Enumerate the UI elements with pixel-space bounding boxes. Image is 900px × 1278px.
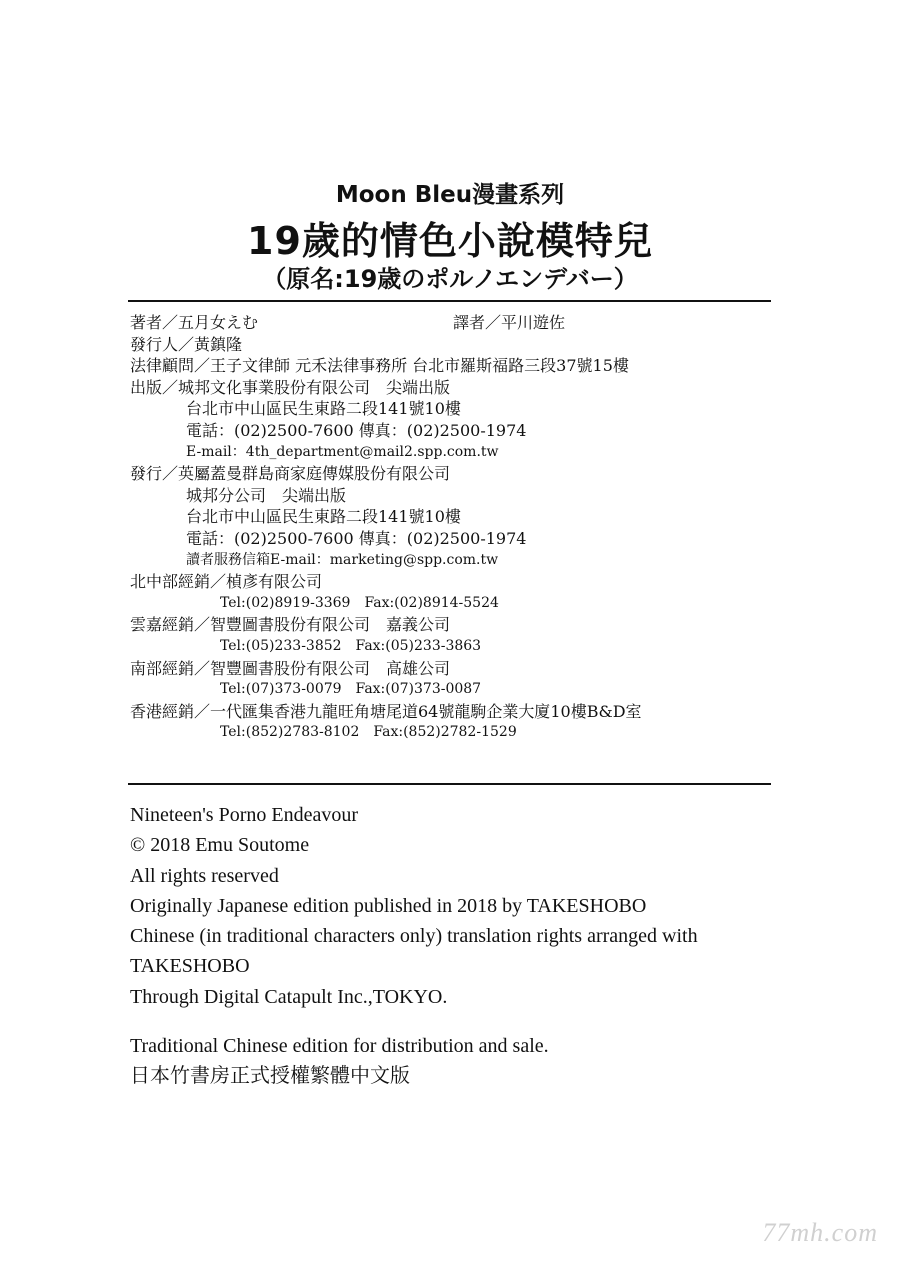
north-distributor: 北中部經銷／楨彥有限公司 bbox=[130, 572, 323, 592]
author-line bbox=[130, 312, 770, 334]
yunjia-distributor: 雲嘉經銷／智豐圖書股份有限公司 嘉義公司 bbox=[130, 615, 451, 635]
top-divider bbox=[128, 300, 771, 302]
distribution-email: 讀者服務信箱E-mail：marketing@spp.com.tw bbox=[186, 551, 499, 568]
edition-line: Traditional Chinese edition for distribution and sale. bbox=[130, 1035, 549, 1058]
publishing-email: E-mail：4th_department@mail2.spp.com.tw bbox=[186, 443, 499, 460]
publishing-company: 出版／城邦文化事業股份有限公司 尖端出版 bbox=[130, 377, 451, 397]
south-distributor: 南部經銷／智豐圖書股份有限公司 高雄公司 bbox=[130, 658, 451, 678]
original-title: （原名:19歳のポルノエンデバー） bbox=[262, 265, 638, 293]
north-contact: Tel:(02)8919-3369 Fax:(02)8914-5524 bbox=[220, 594, 499, 611]
bottom-divider bbox=[128, 783, 771, 785]
distribution-address: 台北市中山區民生東路二段141號10樓 bbox=[186, 507, 461, 527]
colophon-line: TAKESHOBO bbox=[130, 955, 250, 978]
south-contact: Tel:(07)373-0079 Fax:(07)373-0087 bbox=[220, 681, 482, 698]
publisher-person: 發行人／黃鎮隆 bbox=[130, 334, 243, 354]
yunjia-contact: Tel:(05)233-3852 Fax:(05)233-3863 bbox=[220, 637, 482, 654]
translator: 譯者／平川遊佐 bbox=[453, 313, 566, 332]
spacer bbox=[130, 1012, 698, 1031]
colophon-line: All rights reserved bbox=[130, 864, 279, 887]
publishing-phone: 電話：(02)2500-7600 傳真：(02)2500-1974 bbox=[186, 420, 527, 440]
colophon bbox=[130, 800, 698, 1092]
distribution-phone: 電話：(02)2500-7600 傳真：(02)2500-1974 bbox=[186, 528, 527, 548]
publishing-address: 台北市中山區民生東路二段141號10樓 bbox=[186, 399, 461, 419]
hk-distributor: 香港經銷／一代匯集香港九龍旺角塘尾道64號龍駒企業大廈10樓B&D室 bbox=[130, 701, 642, 721]
series-name: Moon Bleu漫畫系列 bbox=[335, 182, 565, 208]
colophon-line: Nineteen's Porno Endeavour bbox=[130, 804, 358, 826]
colophon-line: Through Digital Catapult Inc.,TOKYO. bbox=[130, 985, 448, 1008]
colophon-line: Originally Japanese edition published in 2018 by TAKESHOBO bbox=[130, 894, 647, 917]
distribution-company: 發行／英屬蓋曼群島商家庭傳媒股份有限公司 bbox=[130, 464, 451, 484]
author: 著者／五月女えむ bbox=[130, 313, 259, 332]
book-title: 19歲的情色小說模特兒 bbox=[247, 219, 653, 263]
edition-line: 日本竹書房正式授權繁體中文版 bbox=[130, 1065, 410, 1088]
colophon-line: © 2018 Emu Soutome bbox=[130, 834, 310, 857]
colophon-line: Chinese (in traditional characters only) translation rights arranged with bbox=[130, 925, 698, 948]
distribution-branch: 城邦分公司 尖端出版 bbox=[186, 485, 347, 505]
hk-contact: Tel:(852)2783-8102 Fax:(852)2782-1529 bbox=[220, 724, 517, 741]
site-watermark: 77mh.com bbox=[762, 1218, 878, 1247]
credits-block bbox=[130, 312, 770, 744]
legal-counsel: 法律顧問／王子文律師 元禾法律事務所 台北市羅斯福路三段37號15樓 bbox=[130, 356, 629, 376]
